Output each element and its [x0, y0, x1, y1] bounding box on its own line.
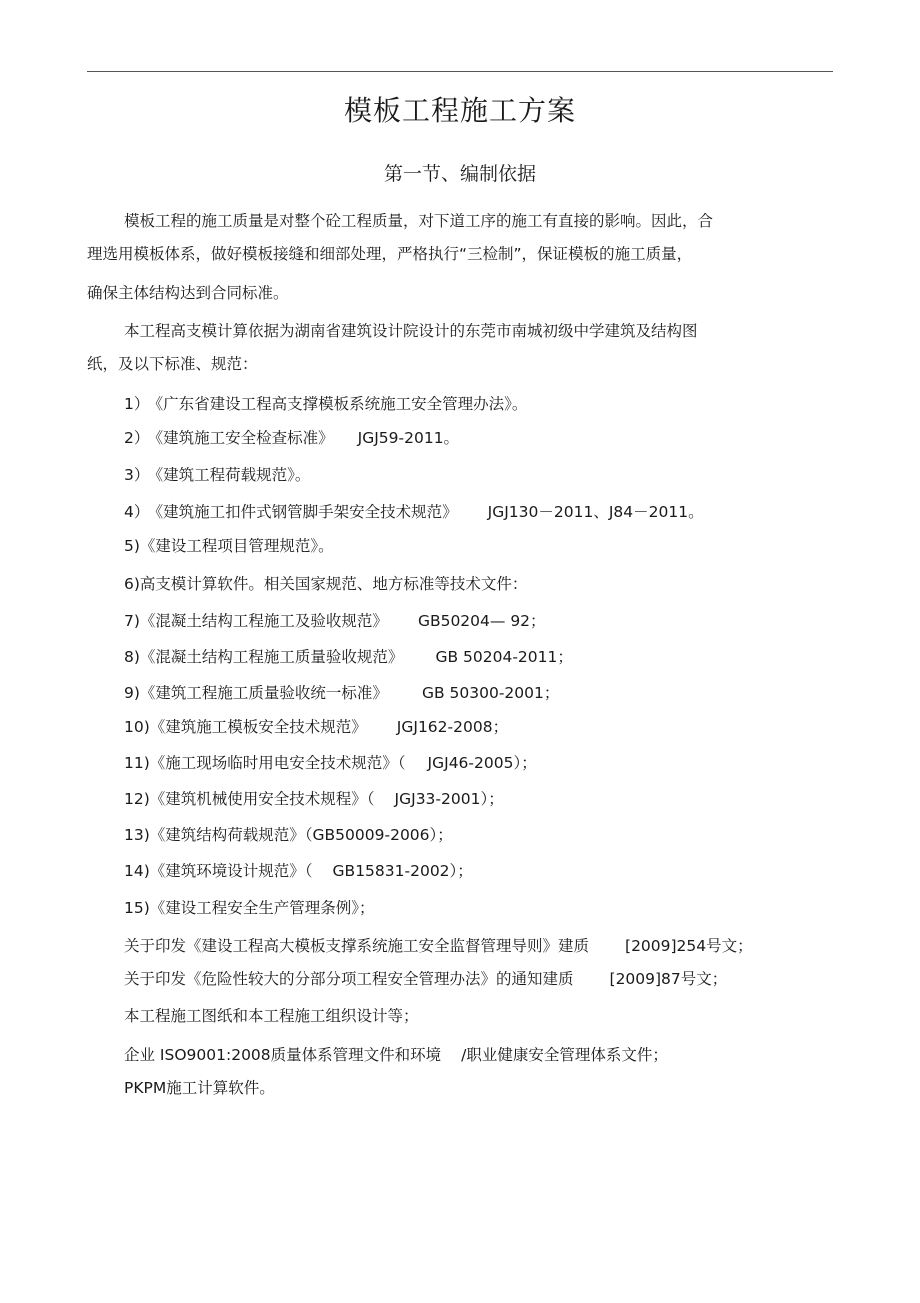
reference-text: 《建设工程安全生产管理条例》；: [149, 899, 375, 917]
reference-text: 高支模计算软件。相关国家规范、地方标准等技术文件：: [139, 575, 528, 593]
additional-basis-item: [124, 1077, 275, 1099]
reference-number: 1）: [124, 395, 150, 413]
reference-number: 12): [124, 790, 150, 808]
reference-number: 2）: [124, 429, 150, 447]
document-title: 模板工程施工方案: [343, 94, 576, 127]
reference-number: 13): [124, 826, 150, 844]
reference-item: [124, 610, 546, 632]
additional-basis-code: [2009]254号文；: [625, 937, 753, 955]
reference-number: 5): [124, 537, 140, 555]
reference-text: 《建筑结构荷载规范》（GB50009-2006）；: [149, 826, 453, 844]
reference-text: 《混凝土结构工程施工及验收规范》: [139, 612, 388, 630]
paragraph1-line1: 模板工程的施工质量是对整个砼工程质量，对下道工序的施工有直接的影响。因此，合: [124, 212, 714, 230]
reference-number: 8): [124, 648, 140, 666]
paragraph2-line1: 本工程高支模计算依据为湖南省建筑设计院设计的东莞市南城初级中学建筑及结构图: [124, 322, 698, 340]
reference-item: [124, 393, 527, 415]
reference-code: JGJ33-2001）；: [394, 790, 504, 808]
reference-code: GB50204— 92；: [417, 612, 546, 630]
reference-number: 10): [124, 718, 150, 736]
reference-item: [124, 897, 375, 919]
reference-text: 《建筑工程荷载规范》。: [155, 466, 311, 484]
additional-basis-text: 企业 ISO9001:2008质量体系管理文件和环境: [124, 1046, 442, 1064]
reference-text: 《混凝土结构工程施工质量验收规范》: [139, 648, 404, 666]
additional-basis-code: /职业健康安全管理体系文件；: [461, 1046, 668, 1064]
reference-text: 《建筑施工安全检查标准》: [155, 429, 334, 447]
paragraph2-line2: 纸，及以下标准、规范：: [87, 355, 258, 373]
reference-number: 7): [124, 612, 140, 630]
reference-number: 14): [124, 862, 150, 880]
reference-number: 11): [124, 754, 150, 772]
reference-text: 《建筑施工扣件式钢管脚手架安全技术规范》: [155, 503, 458, 521]
section-title: 第一节、编制依据: [383, 163, 536, 185]
additional-basis-text: 本工程施工图纸和本工程施工组织设计等；: [124, 1007, 419, 1025]
additional-basis-item: [124, 1044, 668, 1066]
reference-text: 《建筑工程施工质量验收统一标准》: [139, 684, 388, 702]
reference-item: [124, 716, 508, 738]
additional-basis-text: 关于印发《危险性较大的分部分项工程安全管理办法》的通知建质: [124, 970, 574, 988]
reference-item: [124, 646, 573, 668]
reference-item: [124, 427, 459, 449]
paragraph1-line2: 理选用模板体系，做好模板接缝和细部处理，严格执行“三检制”，保证模板的施工质量，: [87, 245, 693, 263]
reference-code: JGJ162-2008；: [396, 718, 509, 736]
reference-item: [124, 788, 504, 810]
reference-code: JGJ130－2011、J84－2011。: [487, 503, 704, 521]
reference-number: 3）: [124, 466, 150, 484]
reference-item: [124, 682, 559, 704]
reference-number: 9): [124, 684, 140, 702]
reference-item: [124, 535, 334, 557]
reference-item: [124, 573, 527, 595]
reference-code: GB 50204-2011；: [435, 648, 573, 666]
reference-item: [124, 464, 310, 486]
reference-code: GB 50300-2001；: [421, 684, 560, 702]
additional-basis-item: [124, 1005, 419, 1027]
additional-basis-text: PKPM施工计算软件。: [124, 1079, 275, 1097]
reference-number: 6): [124, 575, 140, 593]
reference-item: [124, 860, 473, 882]
reference-code: GB15831-2002）；: [332, 862, 473, 880]
reference-item: [124, 752, 537, 774]
reference-text: 《建设工程项目管理规范》。: [139, 537, 334, 555]
reference-code: JGJ59-2011。: [357, 429, 460, 447]
additional-basis-item: [124, 935, 753, 957]
reference-item: [124, 824, 453, 846]
reference-text: 《建筑环境设计规范》（: [149, 862, 313, 880]
header-rule: [87, 71, 833, 72]
reference-code: JGJ46-2005）；: [427, 754, 537, 772]
reference-text: 《建筑施工模板安全技术规范》: [149, 718, 367, 736]
additional-basis-text: 关于印发《建设工程高大模板支撑系统施工安全监督管理导则》建质: [124, 937, 590, 955]
reference-number: 4）: [124, 503, 150, 521]
reference-number: 15): [124, 899, 150, 917]
reference-text: 《施工现场临时用电安全技术规范》（: [149, 754, 406, 772]
reference-text: 《广东省建设工程高支撑模板系统施工安全管理办法》。: [155, 395, 528, 413]
reference-item: [124, 501, 704, 523]
additional-basis-code: [2009]87号文；: [609, 970, 728, 988]
reference-text: 《建筑机械使用安全技术规程》（: [149, 790, 375, 808]
additional-basis-item: [124, 968, 727, 990]
paragraph1-line3: 确保主体结构达到合同标准。: [87, 284, 289, 302]
